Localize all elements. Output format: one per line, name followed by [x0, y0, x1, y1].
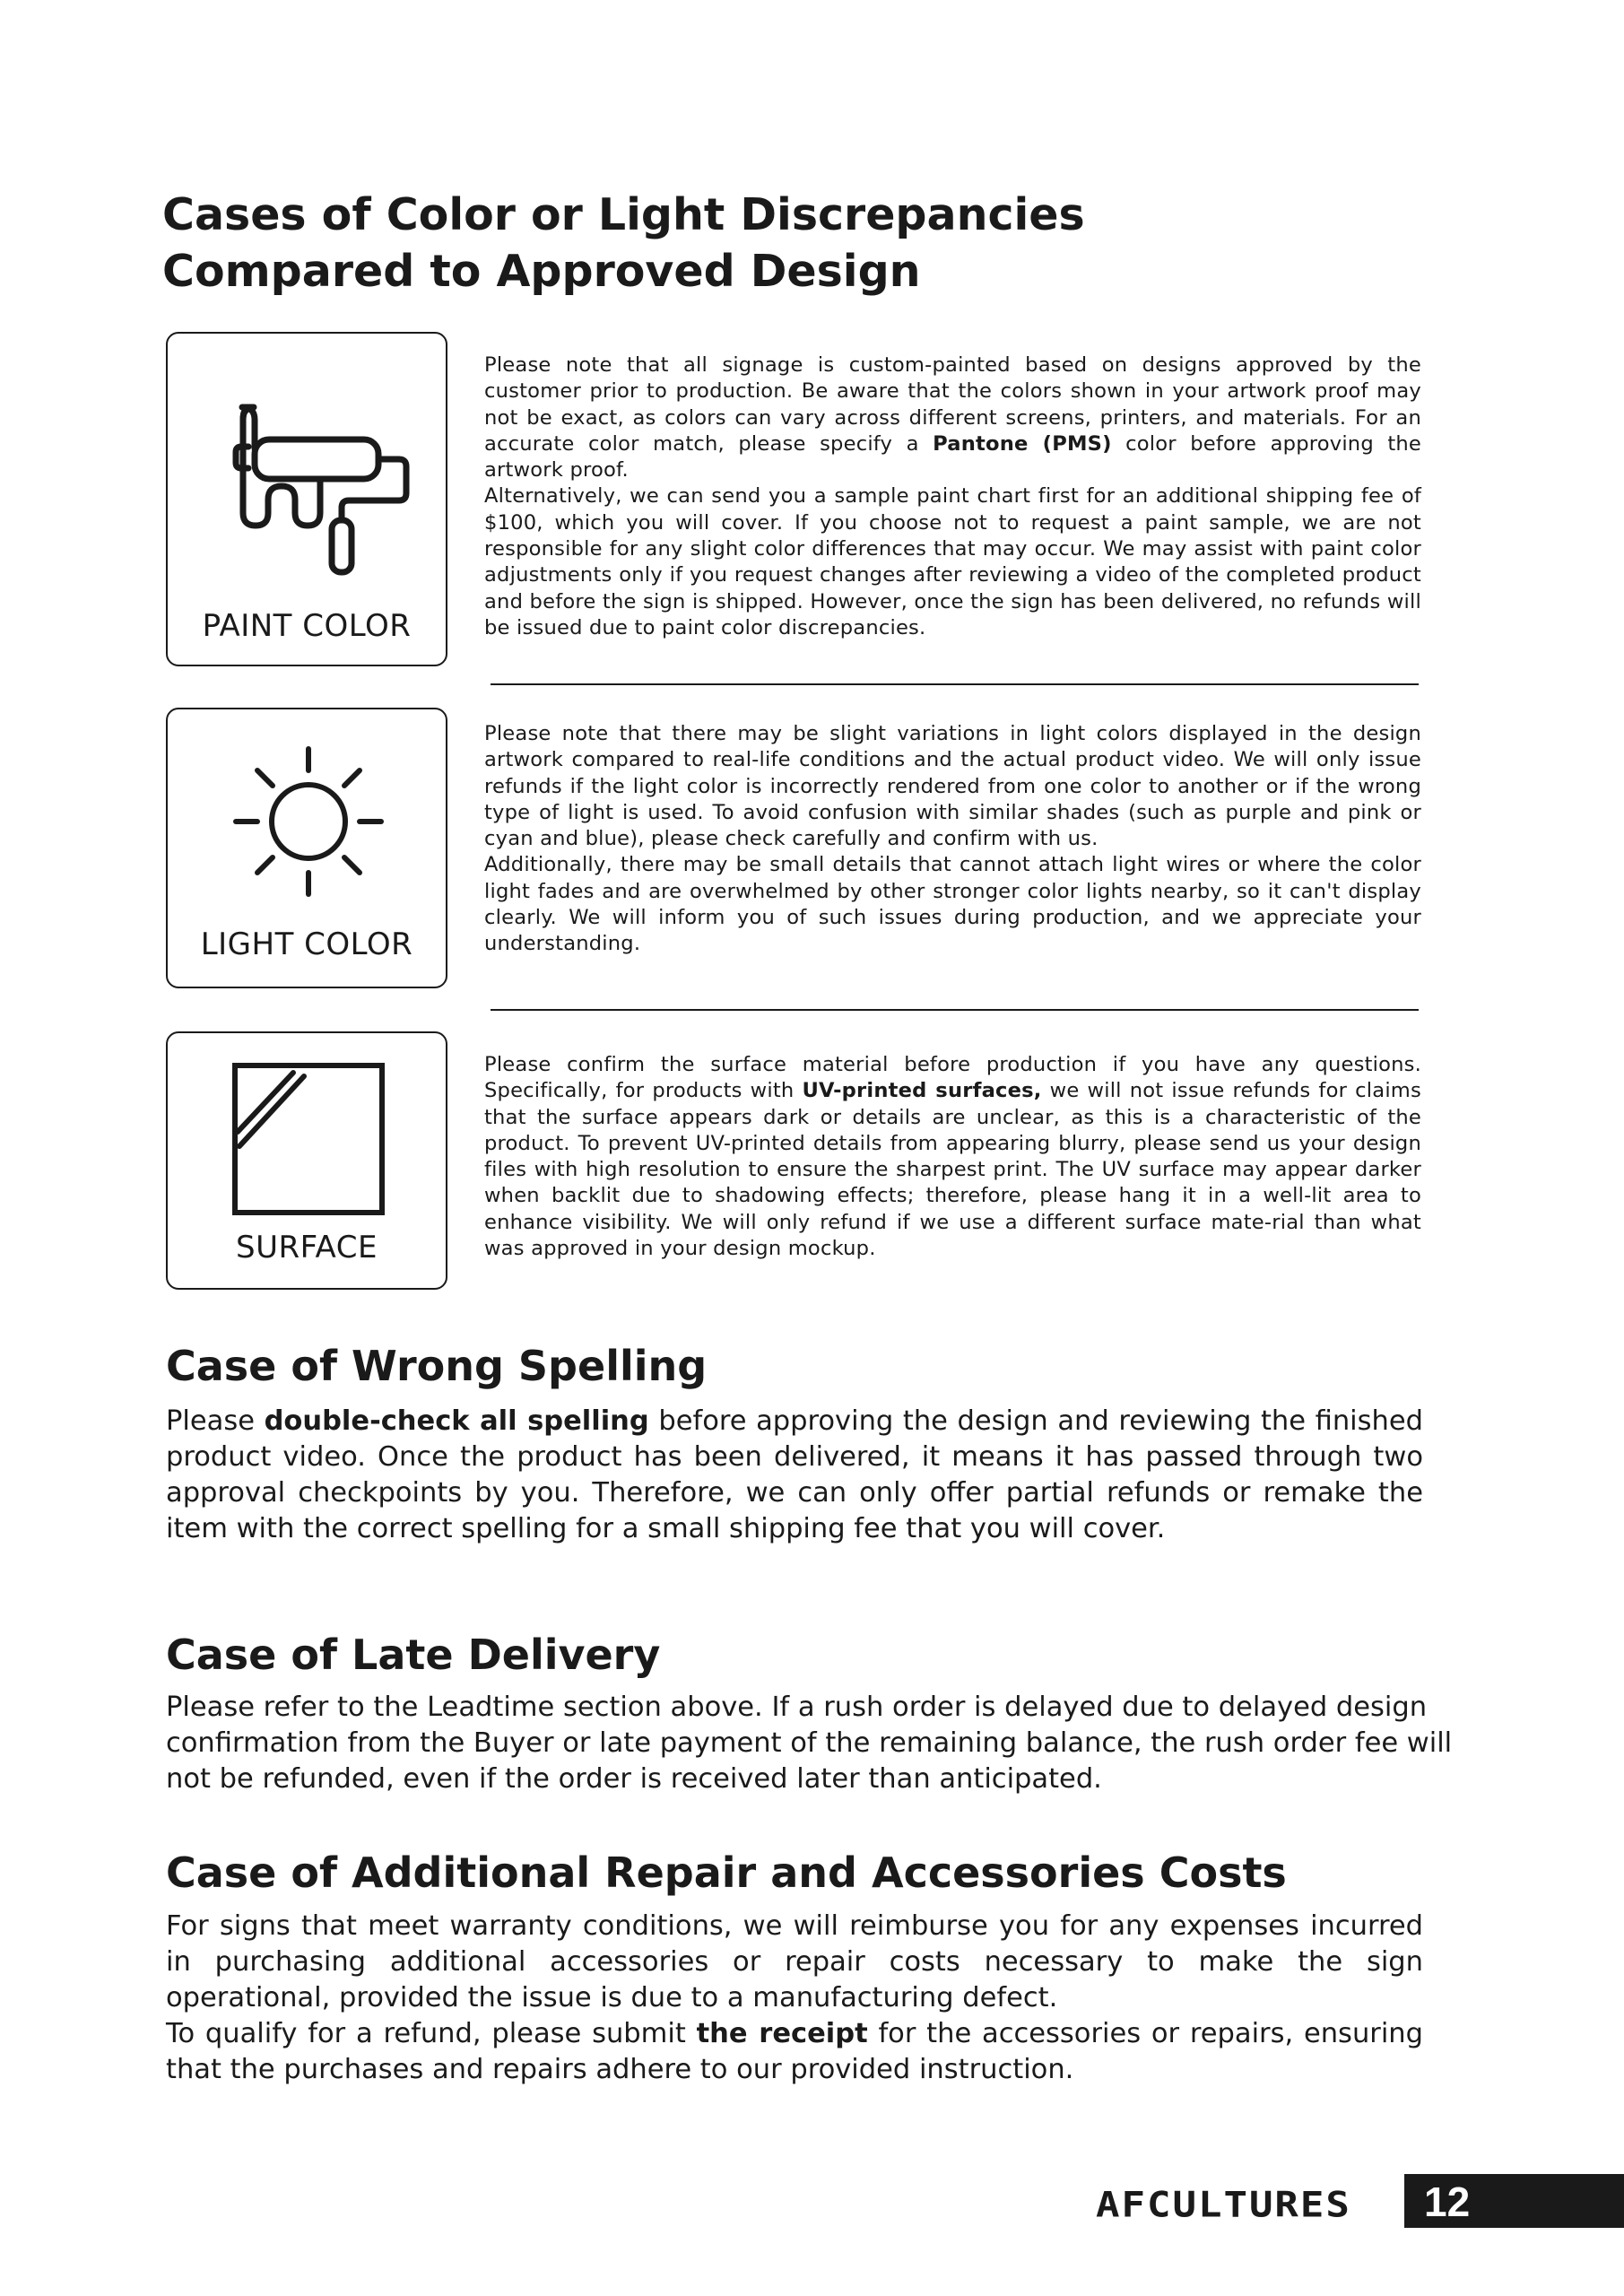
repair-text-2: for the accessories or repairs, ensuring that the purchases and repairs adhere to our provided instruction.: [166, 2018, 1423, 2085]
surface-text-2: we will not issue refunds for claims that the surface appears dark or details are unclear, as this is a characteristic of the product. To prevent UV-printed details from appearing blurry, please send us your design files with high resolution to ensure the sharpest print. The UV surface may appear darker when backlit due to shadowing effects; therefore, please hang it in a well-lit area to enhance visibility. We will only refund if we use a different surface mate-rial than what was approved in your design mockup.: [484, 1079, 1421, 1261]
paint-paragraph-2: Alternatively, we can send you a sample paint chart first for an additional shipping fee of $100, which you will cover. If you choose not to request a paint sample, we are not responsible for any slight color differences that may occur. We may assist with paint color adjustments only if you request changes after reviewing a video of the completed product and before the sign is shipped. However, once the sign has been delivered, no refunds will be issued due to paint color discrepancies.: [484, 484, 1421, 639]
wrong-spelling-text: [166, 1404, 1423, 1547]
page-number-tab: [1404, 2174, 1624, 2228]
uv-emphasis: UV-printed surfaces,: [802, 1079, 1042, 1103]
spelling-emphasis: double-check all spelling: [264, 1405, 649, 1437]
surface-label: SURFACE: [236, 1230, 378, 1265]
repair-paragraph-2: [166, 2016, 1423, 2088]
light-color-card: [166, 708, 447, 988]
light-color-label: LIGHT COLOR: [200, 926, 413, 962]
surface-card: [166, 1031, 447, 1290]
paint-roller-icon: [168, 334, 449, 603]
late-paragraph: Please refer to the Leadtime section above. If a rush order is delayed due to delayed design confirmation from the Buyer or late payment of the remaining balance, the rush order fee will not be refunded, even if the order is received later than anticipated.: [166, 1692, 1453, 1795]
paint-text-1: Please note that all signage is custom-painted based on designs approved by the customer prior to production. Be aware that the colors shown in your artwork proof may not be exact, as colors can vary across different screens, printers, and materials. For an accurate color match, please specify a: [484, 353, 1421, 456]
paint-color-card: [166, 332, 447, 666]
wrong-spelling-heading: Case of Wrong Spelling: [166, 1342, 708, 1390]
surface-text-1: Please confirm the surface material before production if you have any questions. Specifically, for products with: [484, 1053, 1421, 1103]
repair-text-1: To qualify for a refund, please submit: [166, 2018, 697, 2049]
spelling-text-2: before approving the design and reviewing the finished product video. Once the product has been delivered, it means it has passed through two approval checkpoints by you. Therefore, we can only offer partial refunds or remake the item with the correct spelling for a small shipping fee that you will cover.: [166, 1405, 1423, 1544]
section-title: [162, 187, 1328, 300]
paint-color-label: PAINT COLOR: [202, 608, 412, 644]
repair-paragraph-1: For signs that meet warranty conditions, we will reimburse you for any expenses incurred in purchasing additional accessories or repair costs necessary to make the sign operational, provided the issue is due to a manufacturing defect.: [166, 1910, 1423, 2013]
divider-1: [491, 683, 1419, 685]
receipt-emphasis: the receipt: [696, 2018, 868, 2049]
brand-logo: AFCULTURES: [1096, 2184, 1351, 2226]
paint-paragraph-1: [484, 352, 1421, 483]
divider-2: [491, 1009, 1419, 1011]
light-paragraph-1: Please note that there may be slight variations in light colors displayed in the design artwork compared to real-life conditions and the actual product video. We will only issue refunds if the light color is incorrectly rendered from one color to another or if the wrong type of light is used. To avoid confusion with similar shades (such as purple and pink or cyan and blue), please check carefully and confirm with us.: [484, 722, 1421, 851]
light-paragraph-2: Additionally, there may be small details that cannot attach light wires or where the color light fades and are overwhelmed by other stronger color lights nearby, so it can't display clearly. We will inform you of such issues during production, and we appreciate your understanding.: [484, 853, 1421, 956]
late-delivery-heading: Case of Late Delivery: [166, 1631, 661, 1679]
spelling-text-1: Please: [166, 1405, 265, 1437]
repair-costs-heading: Case of Additional Repair and Accessories Costs: [166, 1848, 1287, 1897]
page-number: 12: [1424, 2179, 1471, 2225]
surface-paragraph: [484, 1052, 1421, 1262]
repair-costs-text: [166, 1909, 1423, 2088]
pantone-emphasis: Pantone (PMS): [933, 431, 1112, 456]
glass-panel-icon: [168, 1033, 449, 1239]
section-title-line-2: Compared to Approved Design: [162, 246, 921, 297]
spelling-paragraph: [166, 1404, 1423, 1547]
paint-color-description: [484, 352, 1421, 641]
paint-text-2: color before approving the artwork proof.: [484, 431, 1422, 483]
sun-icon: [168, 709, 449, 934]
surface-description: [484, 1052, 1421, 1262]
late-delivery-text: [166, 1690, 1457, 1797]
section-title-line-1: Cases of Color or Light Discrepancies: [162, 189, 1085, 240]
light-color-description: [484, 721, 1421, 958]
